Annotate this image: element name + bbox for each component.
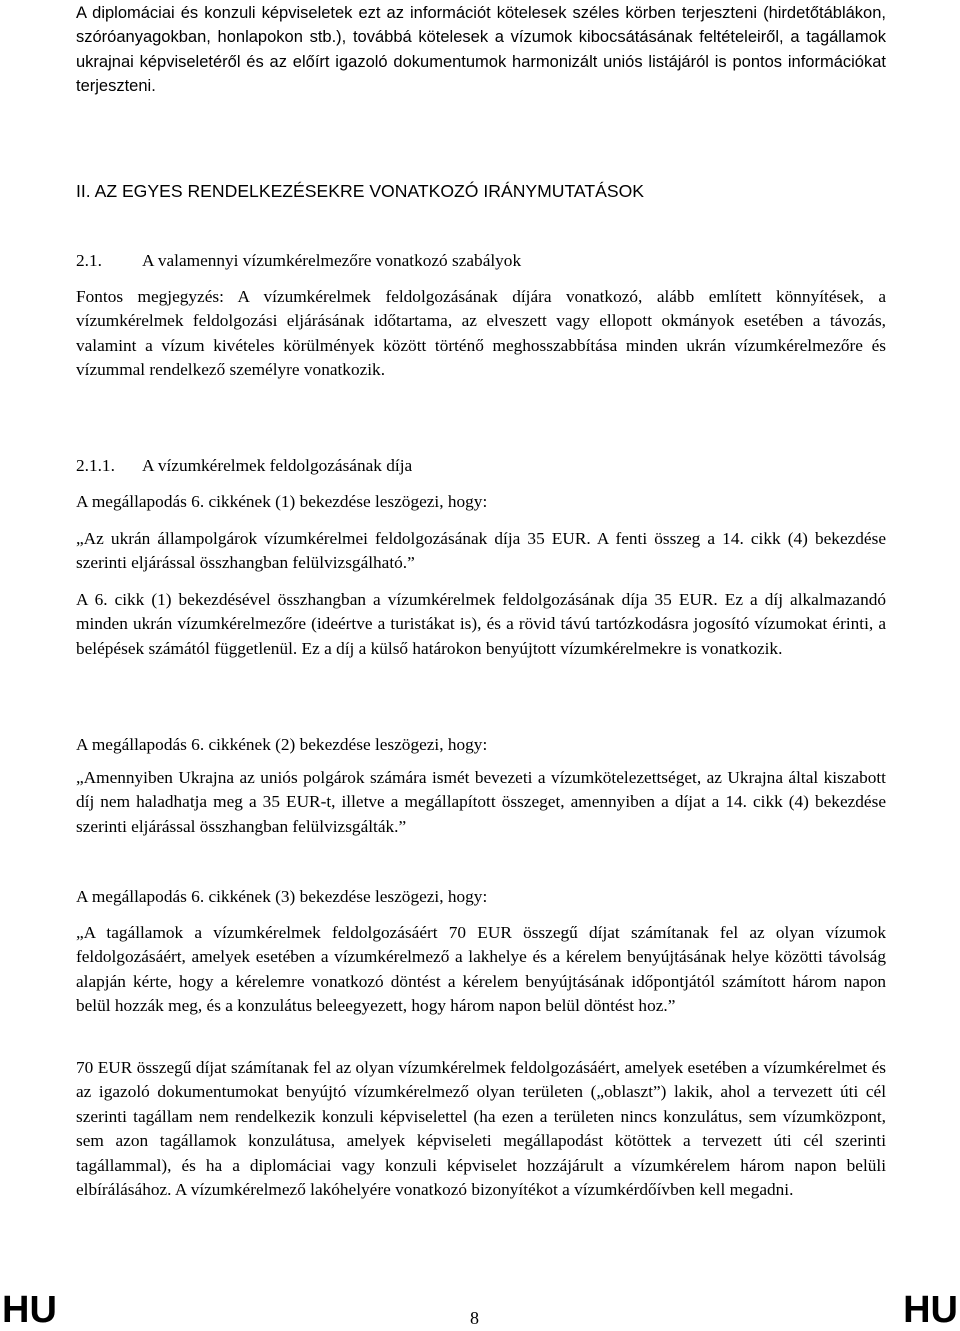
article-1-quote: „Az ukrán állampolgárok vízumkérelmei feldolgozásának díja 35 EUR. A fenti összeg a 14. cikk (4) bekezdése szerinti eljárással összhangban felülvizsgálható.”	[76, 529, 886, 573]
article-1-comment: A 6. cikk (1) bekezdésével összhangban a vízumkérelmek feldolgozásának díja 35 EUR. Ez a díj alkalmazandó minden ukrán vízumkérelmezőre (ideértve a turistákat is), és a rövid távú tartózkodásra jogosító vízumokat érinti, a belépések számától függetlenül. Ez a díj a külső határokon benyújtott vízumkérelmekre is vonatkozik.	[76, 590, 886, 658]
page-number: 8	[470, 1308, 479, 1328]
footer-language-right: HU	[903, 1289, 958, 1331]
important-note: Fontos megjegyzés: A vízumkérelmek feldolgozásának díjára vonatkozó, alább említett könnyítések, a vízumkérelmek feldolgozási eljárásának időtartama, az elveszett vagy ellopott okmányok esetében a távozás, valamint a vízum kivételes körülmények között történő meghosszabbítása minden ukrán vízumkérelmezőre és vízummal rendelkező személyre vonatkozik.	[76, 287, 886, 380]
subsubsection-number: 2.1.1.	[76, 456, 115, 475]
subsubsection-heading	[76, 454, 886, 478]
subsection-heading	[76, 249, 886, 273]
article-1-intro: A megállapodás 6. cikkének (1) bekezdése leszögezi, hogy:	[76, 492, 488, 511]
article-2-intro: A megállapodás 6. cikkének (2) bekezdése leszögezi, hogy:	[76, 735, 488, 754]
section-heading: II. AZ EGYES RENDELKEZÉSEKRE VONATKOZÓ IRÁNYMUTATÁSOK	[76, 181, 644, 201]
article-3-comment: 70 EUR összegű díjat számítanak fel az olyan vízumkérelmek feldolgozásáért, amelyek esetében a vízumkérelmet és az igazoló dokumentumokat benyújtó vízumkérelmező olyan területen („oblaszt”) lakik, ahol a tervezett úti cél szerinti tagállam nem rendelkezik konzuli képviselettel (ha ezen a területen nincs konzulátus, sem vízumközpont, sem azon tagállamok konzulátusa, amelyek képviseleti megállapodást kötöttek a tervezett úti cél szerinti tagállammal), és ha a diplomáciai vagy konzuli képviselet hozzájárult a vízumkérelem három napon belüli elbírálásához. A vízumkérelmező lakóhelyére vonatkozó bizonyítékot a vízumkérdőívben kell megadni.	[76, 1058, 886, 1200]
article-3-intro: A megállapodás 6. cikkének (3) bekezdése leszögezi, hogy:	[76, 887, 488, 906]
article-3-quote: „A tagállamok a vízumkérelmek feldolgozásáért 70 EUR összegű díjat számítanak fel az olyan vízumok feldolgozásáért, amelyek esetében a vízumkérelmező a lakhelye és a kérelem benyújtásának helye közötti távolság alapján kérte, hogy a kérelemre vonatkozó döntést a kérelem benyújtásának időpontjától számított három napon belül hozzák meg, és a konzulátus beleegyezett, hogy három napon belül döntést hoz.”	[76, 923, 886, 1016]
footer-language-left: HU	[2, 1289, 57, 1331]
subsection-number: 2.1.	[76, 251, 102, 270]
intro-paragraph: A diplomáciai és konzuli képviseletek ezt az információt kötelesek széles körben terjeszteni (hirdetőtáblákon, szóróanyagokban, honlapokon stb.), továbbá kötelesek a vízumok kibocsátásának feltételeiről, a tagállamok ukrajnai képviseletéről és az előírt igazoló dokumentumok harmonizált uniós listájáról is pontos információkat terjeszteni.	[76, 4, 886, 96]
subsection-title: A valamennyi vízumkérelmezőre vonatkozó szabályok	[142, 251, 522, 270]
subsubsection-title: A vízumkérelmek feldolgozásának díja	[142, 456, 413, 475]
article-2-quote: „Amennyiben Ukrajna az uniós polgárok számára ismét bevezeti a vízumkötelezettséget, az Ukrajna által kiszabott díj nem haladhatja meg a 35 EUR-t, illetve a megállapított összeget, amennyiben a díjat a 14. cikk (4) bekezdése szerinti eljárással összhangban felülvizsgálták.”	[76, 768, 886, 836]
